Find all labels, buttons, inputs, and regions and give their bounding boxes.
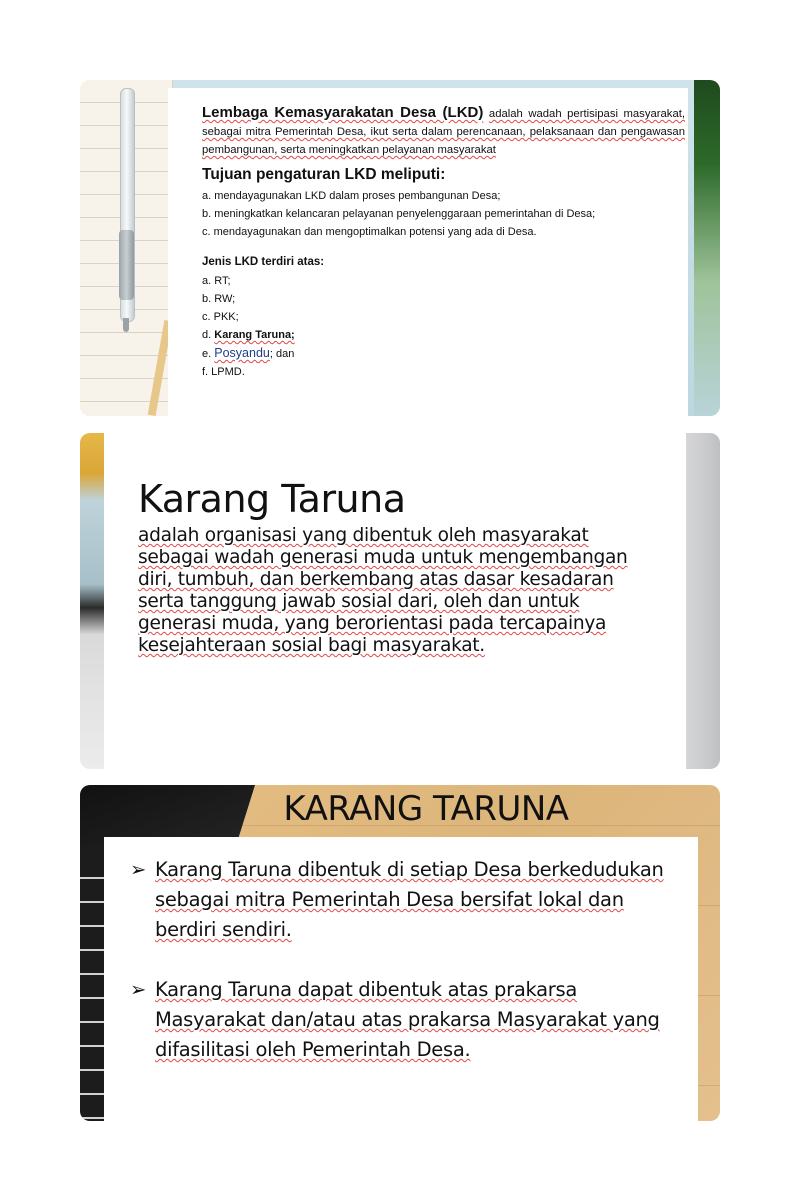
jenis-item-rt: a. RT; — [202, 275, 231, 287]
tujuan-heading: Tujuan pengaturan LKD meliputi: — [202, 166, 446, 183]
jenis-item-posyandu-suffix: ; dan — [269, 348, 295, 360]
tujuan-item: a. mendayagunakan LKD dalam proses pembangunan Desa; — [202, 190, 501, 202]
slide-title: Karang Taruna — [138, 477, 406, 521]
slide-karang-taruna-points — [80, 785, 720, 1121]
pen-tip — [123, 318, 129, 332]
background-image-left — [80, 433, 104, 769]
jenis-item-posyandu — [202, 344, 685, 363]
arrow-bullet-icon: ➢ — [130, 858, 147, 881]
tujuan-list — [202, 187, 685, 241]
tujuan-item: b. meningkatkan kelancaran pelayanan penyelenggaraan pemerintahan di Desa; — [202, 208, 596, 220]
lkd-content — [202, 104, 685, 381]
jenis-item-rw: b. RW; — [202, 293, 236, 305]
keyboard-image — [80, 855, 104, 1121]
tujuan-item: c. mendayagunakan dan mengoptimalkan potensi yang ada di Desa. — [202, 226, 537, 238]
jenis-item-posyandu-text: Posyandu — [214, 346, 270, 360]
jenis-list — [202, 272, 685, 381]
leaf-image — [694, 80, 720, 416]
jenis-item-prefix: e. — [202, 348, 212, 360]
jenis-heading: Jenis LKD terdiri atas: — [202, 256, 325, 268]
lkd-intro-text: adalah wadah pertisipasi masyarakat, sebagai mitra Pemerintah Desa, ikut serta dalam perencanaan, pelaksanaan dan pengawasan pembangunan, serta meningkatkan pelayanan masyarakat — [202, 108, 686, 156]
bullet-list — [130, 855, 686, 1095]
jenis-item-karang-taruna — [202, 326, 685, 344]
background-image-right — [686, 433, 720, 769]
slide-karang-taruna-definition — [80, 433, 720, 769]
jenis-item-prefix: d. — [202, 329, 212, 341]
slide-title: KARANG TARUNA — [283, 789, 569, 829]
lkd-intro — [202, 104, 685, 159]
bullet-text: Karang Taruna dibentuk di setiap Desa berkedudukan sebagai mitra Pemerintah Desa bersifat lokal dan berdiri sendiri. — [155, 858, 664, 941]
lkd-term: Lembaga Kemasyarakatan Desa (LKD) — [202, 104, 484, 121]
jenis-item-lpmd: f. LPMD. — [202, 366, 245, 378]
bullet-item — [130, 855, 686, 945]
jenis-item-karang-taruna-text: Karang Taruna; — [214, 329, 295, 341]
arrow-bullet-icon: ➢ — [130, 978, 147, 1001]
bullet-item — [130, 975, 686, 1065]
bullet-text: Karang Taruna dapat dibentuk atas prakarsa Masyarakat dan/atau atas prakarsa Masyarakat yang difasilitasi oleh Pemerintah Desa. — [155, 978, 660, 1061]
slide-lkd — [80, 80, 720, 416]
definition-text: adalah organisasi yang dibentuk oleh masyarakat sebagai wadah generasi muda untuk mengembangan diri, tumbuh, dan berkembang atas dasar kesadaran serta tanggung jawab sosial dari, oleh dan untuk generasi muda, yang berorientasi pada tercapainya kesejahteraan sosial bagi masyarakat. — [138, 525, 628, 656]
jenis-item-pkk: c. PKK; — [202, 311, 239, 323]
pen-grip — [119, 230, 134, 300]
